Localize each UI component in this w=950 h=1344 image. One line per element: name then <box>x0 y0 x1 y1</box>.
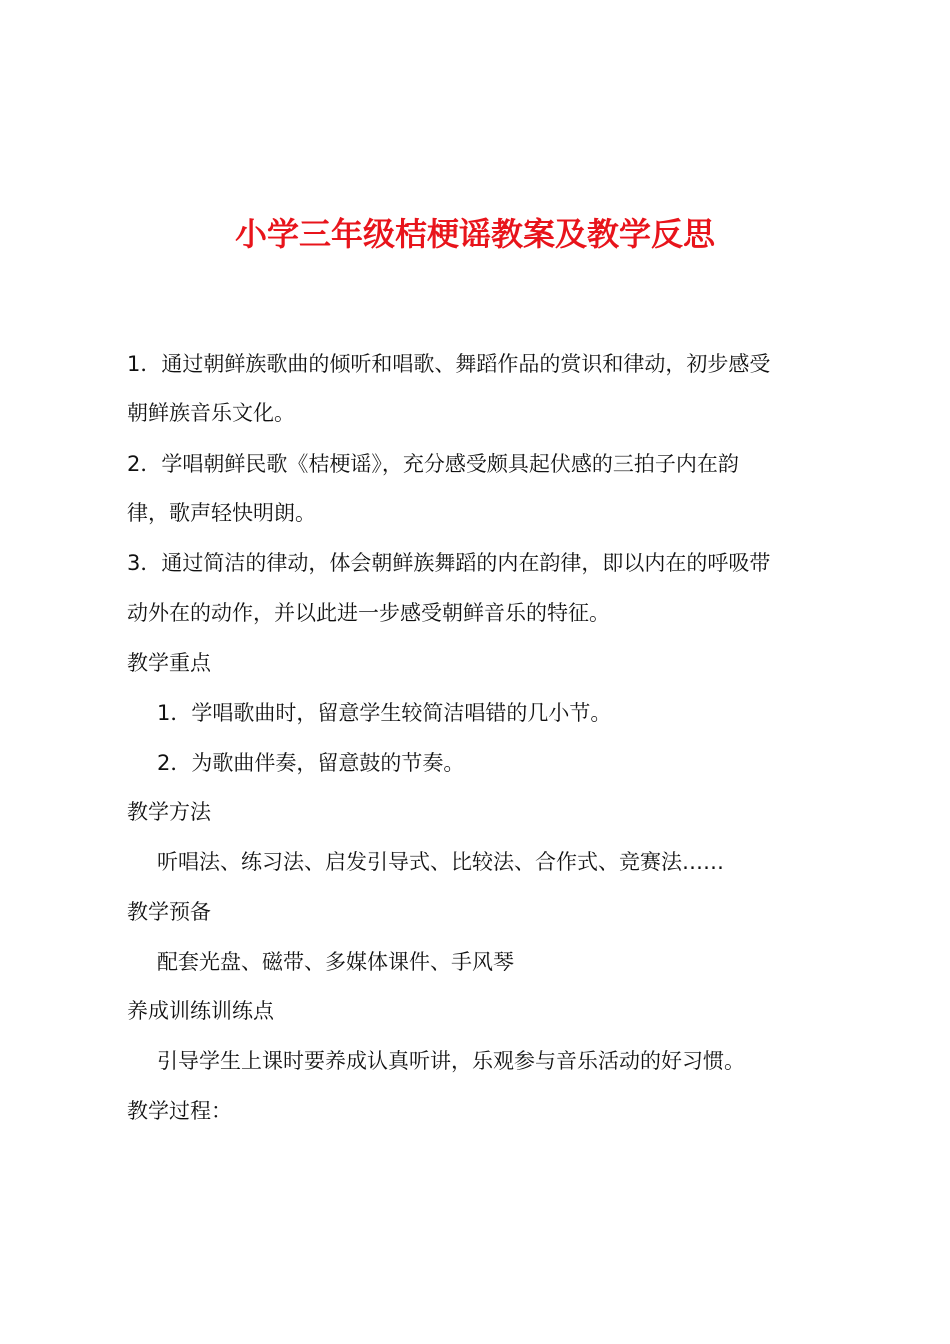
document-title: 小学三年级桔梗谣教案及教学反思 <box>234 215 715 253</box>
methods-text: 听唱法、练习法、启发引导式、比较法、合作式、竞赛法…… <box>157 850 724 874</box>
objective-1-line-1: 1．通过朝鲜族歌曲的倾听和唱歌、舞蹈作品的赏识和律动，初步感受 <box>127 352 771 376</box>
objective-1-line-2: 朝鲜族音乐文化。 <box>127 401 295 425</box>
habits-heading: 养成训练训练点 <box>127 999 274 1023</box>
key-points-heading: 教学重点 <box>127 651 211 675</box>
objective-2-line-1: 2．学唱朝鲜民歌《桔梗谣》，充分感受颇具起伏感的三拍子内在韵 <box>127 452 739 476</box>
preparation-heading: 教学预备 <box>127 900 211 924</box>
habits-text: 引导学生上课时要养成认真听讲，乐观参与音乐活动的好习惯。 <box>157 1049 745 1073</box>
process-heading: 教学过程： <box>127 1099 232 1123</box>
objective-3-line-2: 动外在的动作，并以此进一步感受朝鲜音乐的特征。 <box>127 601 610 625</box>
objective-3-line-1: 3．通过简洁的律动，体会朝鲜族舞蹈的内在韵律，即以内在的呼吸带 <box>127 551 771 575</box>
key-point-item: 1．学唱歌曲时，留意学生较简洁唱错的几小节。 <box>157 701 612 725</box>
objective-2-line-2: 律，歌声轻快明朗。 <box>127 501 316 525</box>
methods-heading: 教学方法 <box>127 800 211 824</box>
key-point-item: 2．为歌曲伴奏，留意鼓的节奏。 <box>157 751 465 775</box>
preparation-text: 配套光盘、磁带、多媒体课件、手风琴 <box>157 950 514 974</box>
